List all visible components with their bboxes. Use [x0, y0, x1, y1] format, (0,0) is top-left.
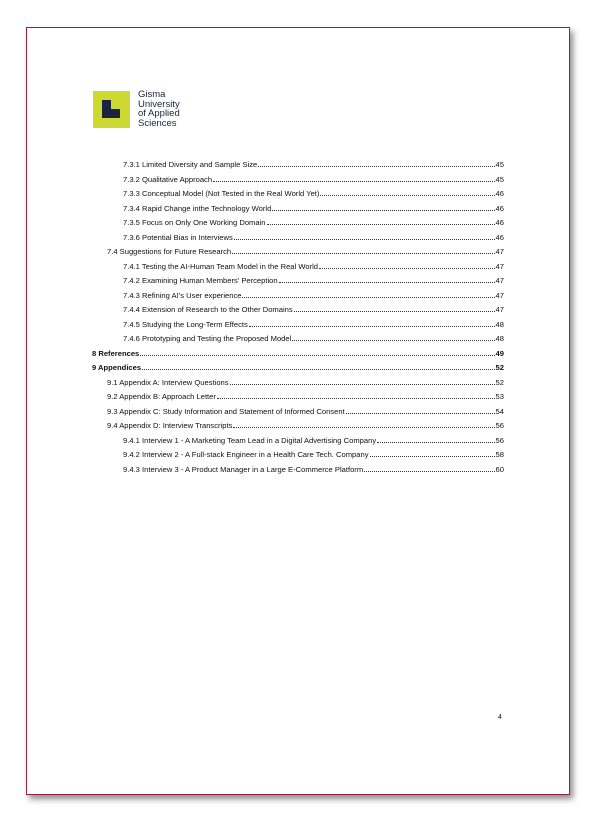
toc-entry-page: 47 [495, 247, 504, 256]
toc-entry-title: 8 References [92, 348, 140, 358]
toc-leader-dots [213, 181, 494, 182]
toc-entry-page: 46 [495, 218, 504, 227]
toc-entry-title: 7.3.1 Limited Diversity and Sample Size [123, 160, 258, 169]
toc-leader-dots [319, 268, 495, 269]
toc-leader-dots [142, 369, 494, 370]
toc-entry[interactable] [107, 407, 504, 416]
toc-leader-dots [230, 384, 495, 385]
toc-leader-dots [232, 253, 494, 254]
logo-mark-icon [93, 91, 130, 128]
toc-entry[interactable] [123, 218, 504, 227]
logo-line: Gisma [138, 89, 166, 100]
toc-leader-dots [242, 297, 494, 298]
toc-entry[interactable] [92, 363, 504, 372]
toc-entry-title: 9.3 Appendix C: Study Information and Statement of Informed Consent [107, 406, 345, 416]
toc-entry[interactable] [123, 291, 504, 300]
toc-entry-page: 47 [495, 276, 504, 285]
toc-entry-title: 7.3.3 Conceptual Model (Not Tested in the Real World Yet) [123, 189, 320, 198]
toc-leader-dots [320, 195, 494, 196]
toc-entry-page: 46 [495, 203, 504, 213]
toc-entry[interactable] [123, 189, 504, 198]
toc-leader-dots [292, 340, 494, 341]
toc-entry[interactable] [123, 175, 504, 184]
toc-leader-dots [234, 239, 495, 240]
toc-entry-title: 9.4.1 Interview 1 - A Marketing Team Lead in a Digital Advertising Company [123, 435, 377, 445]
toc-entry-title: 7.3.4 Rapid Change inthe Technology World [123, 203, 272, 213]
logo-line: of Applied [138, 108, 180, 120]
toc-entry-page: 48 [495, 334, 504, 343]
page-number: 4 [498, 714, 502, 721]
toc-leader-dots [364, 471, 494, 472]
toc-entry-title: 7.3.6 Potential Bias in Interviews [123, 232, 233, 242]
toc-leader-dots [279, 282, 495, 283]
toc-entry-page: 46 [495, 189, 504, 198]
toc-entry[interactable] [123, 204, 504, 213]
toc-entry-page: 45 [495, 160, 504, 169]
toc-entry[interactable] [123, 160, 504, 169]
toc-entry[interactable] [123, 276, 504, 285]
toc-entry-title: 9.4.3 Interview 3 - A Product Manager in a Large E-Commerce Platform [123, 464, 364, 474]
toc-entry[interactable] [123, 436, 504, 445]
toc-entry-page: 56 [495, 421, 504, 430]
toc-leader-dots [377, 442, 494, 443]
toc-leader-dots [249, 326, 495, 327]
document-page [26, 27, 570, 795]
toc-entry[interactable] [107, 392, 504, 401]
toc-leader-dots [346, 413, 495, 414]
toc-entry[interactable] [107, 421, 504, 430]
toc-entry-page: 48 [495, 319, 504, 329]
toc-entry-title: 7.4.5 Studying the Long-Term Effects [123, 319, 248, 329]
toc-entry[interactable] [123, 262, 504, 271]
toc-entry[interactable] [92, 349, 504, 358]
toc-entry-page: 53 [495, 392, 504, 401]
toc-entry[interactable] [123, 320, 504, 329]
toc-entry-title: 9 Appendices [92, 363, 142, 372]
toc-entry-title: 7.4.4 Extension of Research to the Other Domains [123, 305, 293, 314]
toc-entry-page: 45 [495, 174, 504, 184]
toc-entry-title: 9.4.2 Interview 2 - A Full-stack Engineer in a Health Care Tech. Company [123, 450, 369, 459]
toc-entry-title: 7.4.3 Refining AI’s User experience [123, 290, 242, 300]
toc-entry-title: 9.1 Appendix A: Interview Questions [107, 377, 229, 387]
toc-entry-title: 9.4 Appendix D: Interview Transcripts [107, 421, 233, 430]
toc-entry[interactable] [123, 465, 504, 474]
toc-entry-title: 7.4.6 Prototyping and Testing the Proposed Model [123, 334, 292, 343]
toc-entry[interactable] [123, 305, 504, 314]
toc-entry-page: 52 [495, 377, 504, 387]
toc-entry-page: 49 [495, 348, 504, 358]
toc-entry-page: 60 [495, 464, 504, 474]
toc-entry-page: 54 [495, 406, 504, 416]
toc-entry-page: 46 [495, 232, 504, 242]
toc-leader-dots [267, 224, 495, 225]
toc-entry-page: 58 [495, 450, 504, 459]
logo-line: Sciences [138, 117, 177, 129]
toc-entry-title: 7.4.2 Examining Human Members’ Perception [123, 276, 278, 285]
toc-entry-title: 9.2 Appendix B: Approach Letter [107, 392, 216, 401]
toc-leader-dots [294, 311, 495, 312]
logo-text [138, 90, 180, 128]
toc-entry-page: 52 [495, 363, 504, 372]
logo-line: University [138, 98, 180, 110]
toc-entry-title: 7.3.2 Qualitative Approach [123, 174, 213, 184]
toc-entry-page: 47 [495, 305, 504, 314]
toc-entry[interactable] [123, 334, 504, 343]
toc-entry-title: 7.4.1 Testing the AI-Human Team Model in the Real World [123, 261, 319, 271]
toc-leader-dots [258, 166, 494, 167]
toc-entry-title: 7.3.5 Focus on Only One Working Domain [123, 218, 266, 227]
toc-entry[interactable] [123, 233, 504, 242]
toc-leader-dots [370, 456, 495, 457]
toc-entry-page: 47 [495, 261, 504, 271]
toc-leader-dots [272, 210, 494, 211]
university-logo [93, 91, 180, 128]
toc-entry[interactable] [123, 450, 504, 459]
toc-entry-page: 56 [495, 435, 504, 445]
toc-leader-dots [140, 355, 494, 356]
toc-entry[interactable] [107, 247, 504, 256]
toc-leader-dots [233, 427, 494, 428]
toc-leader-dots [217, 398, 495, 399]
toc-entry[interactable] [107, 378, 504, 387]
toc-entry-title: 7.4 Suggestions for Future Research [107, 247, 232, 256]
toc-entry-page: 47 [495, 290, 504, 300]
